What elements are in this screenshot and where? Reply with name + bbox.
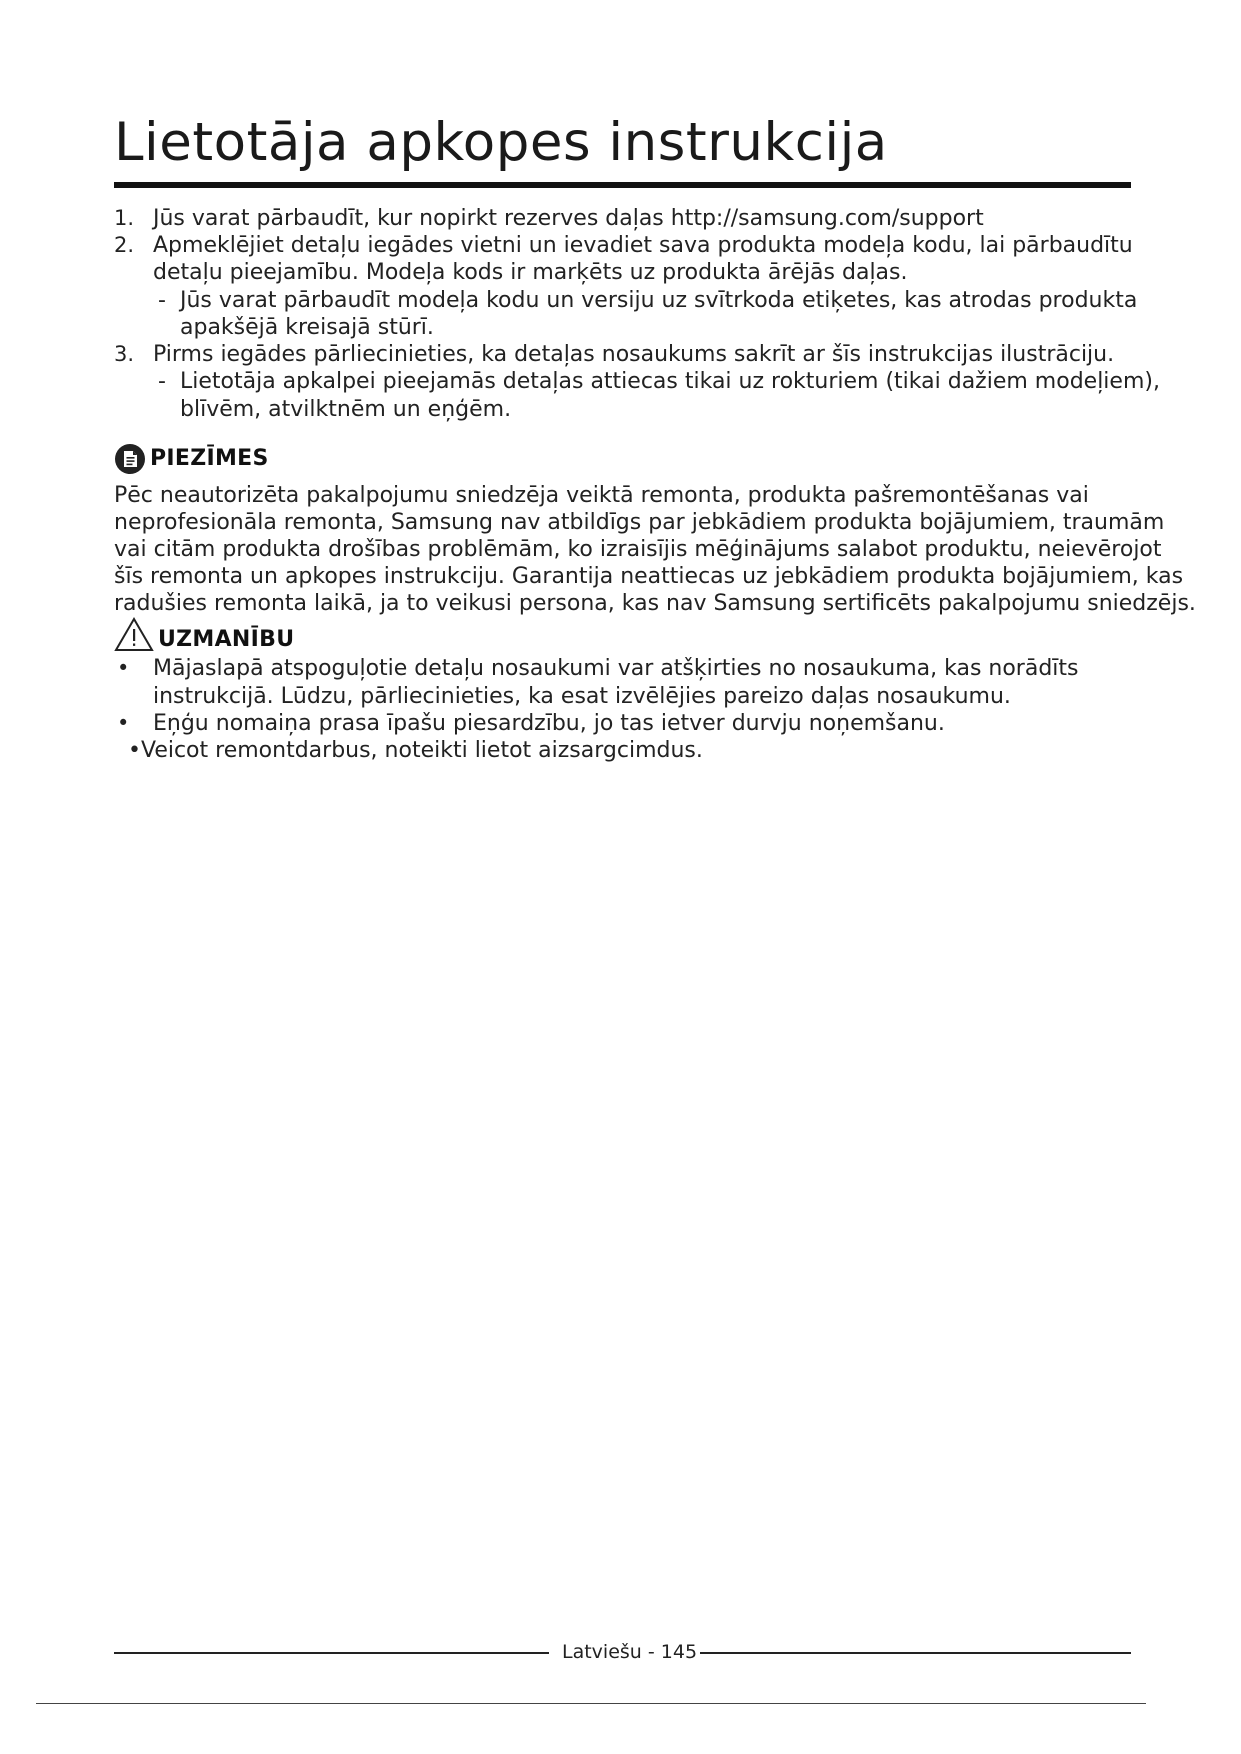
- step-text: Jūs varat pārbaudīt, kur nopirkt rezerves daļas http://samsung.com/support: [153, 206, 984, 231]
- caution-line: Mājaslapā atspoguļotie detaļu nosaukumi var atšķirties no nosaukuma, kas norādīts: [153, 656, 1079, 681]
- notes-heading: PIEZĪMES: [150, 446, 269, 471]
- sub-text: apakšējā kreisajā stūrī.: [180, 315, 434, 340]
- notes-line: vai citām produkta drošības problēmām, ko izraisījis mēģinājums salabot produktu, neievērojot: [114, 537, 1162, 562]
- step-number: 2.: [114, 233, 135, 257]
- step-text: Apmeklējiet detaļu iegādes vietni un ievadiet sava produkta modeļa kodu, lai pārbaudītu: [153, 233, 1133, 258]
- footer-rule-right: [700, 1652, 1131, 1654]
- note-icon: [114, 443, 146, 475]
- sub-dash: -: [158, 288, 166, 313]
- title-divider: [114, 182, 1131, 188]
- page-number: Latviešu - 145: [562, 1641, 698, 1663]
- notes-line: radušies remonta laikā, ja to veikusi persona, kas nav Samsung sertificēts pakalpojumu sniedzējs.: [114, 591, 1196, 616]
- notes-line: Pēc neautorizēta pakalpojumu sniedzēja veiktā remonta, produkta pašremontēšanas vai: [114, 483, 1089, 508]
- sub-text: Lietotāja apkalpei pieejamās detaļas attiecas tikai uz rokturiem (tikai dažiem modeļiem),: [180, 369, 1160, 394]
- caution-line: instrukcijā. Lūdzu, pārliecinieties, ka esat izvēlējies pareizo daļas nosaukumu.: [153, 684, 1011, 709]
- warning-triangle-icon: [114, 617, 154, 652]
- step-text: Pirms iegādes pārliecinieties, ka detaļas nosaukums sakrīt ar šīs instrukcijas ilustrāciju.: [153, 342, 1115, 367]
- step-number: 1.: [114, 206, 135, 230]
- step-number: 3.: [114, 342, 135, 366]
- notes-line: neprofesionāla remonta, Samsung nav atbildīgs par jebkādiem produkta bojājumiem, traumām: [114, 510, 1165, 535]
- caution-heading: UZMANĪBU: [158, 627, 295, 652]
- bullet: •: [117, 656, 130, 680]
- step-text: detaļu pieejamību. Modeļa kods ir marķēts uz produkta ārējās daļas.: [153, 260, 908, 285]
- bottom-divider: [36, 1703, 1146, 1704]
- sub-text: Jūs varat pārbaudīt modeļa kodu un versiju uz svītrkoda etiķetes, kas atrodas produkta: [180, 288, 1138, 313]
- caution-line: Eņģu nomaiņa prasa īpašu piesardzību, jo tas ietver durvju noņemšanu.: [153, 711, 945, 736]
- bullet: •: [117, 711, 130, 735]
- footer-rule-left: [114, 1652, 549, 1654]
- caution-line: •Veicot remontdarbus, noteikti lietot aizsargcimdus.: [128, 738, 703, 763]
- page-title: Lietotāja apkopes instrukcija: [114, 112, 888, 173]
- sub-text: blīvēm, atvilktnēm un eņģēm.: [180, 397, 512, 422]
- notes-line: šīs remonta un apkopes instrukciju. Garantija neattiecas uz jebkādiem produkta bojājumiem, kas: [114, 564, 1184, 589]
- sub-dash: -: [158, 369, 166, 394]
